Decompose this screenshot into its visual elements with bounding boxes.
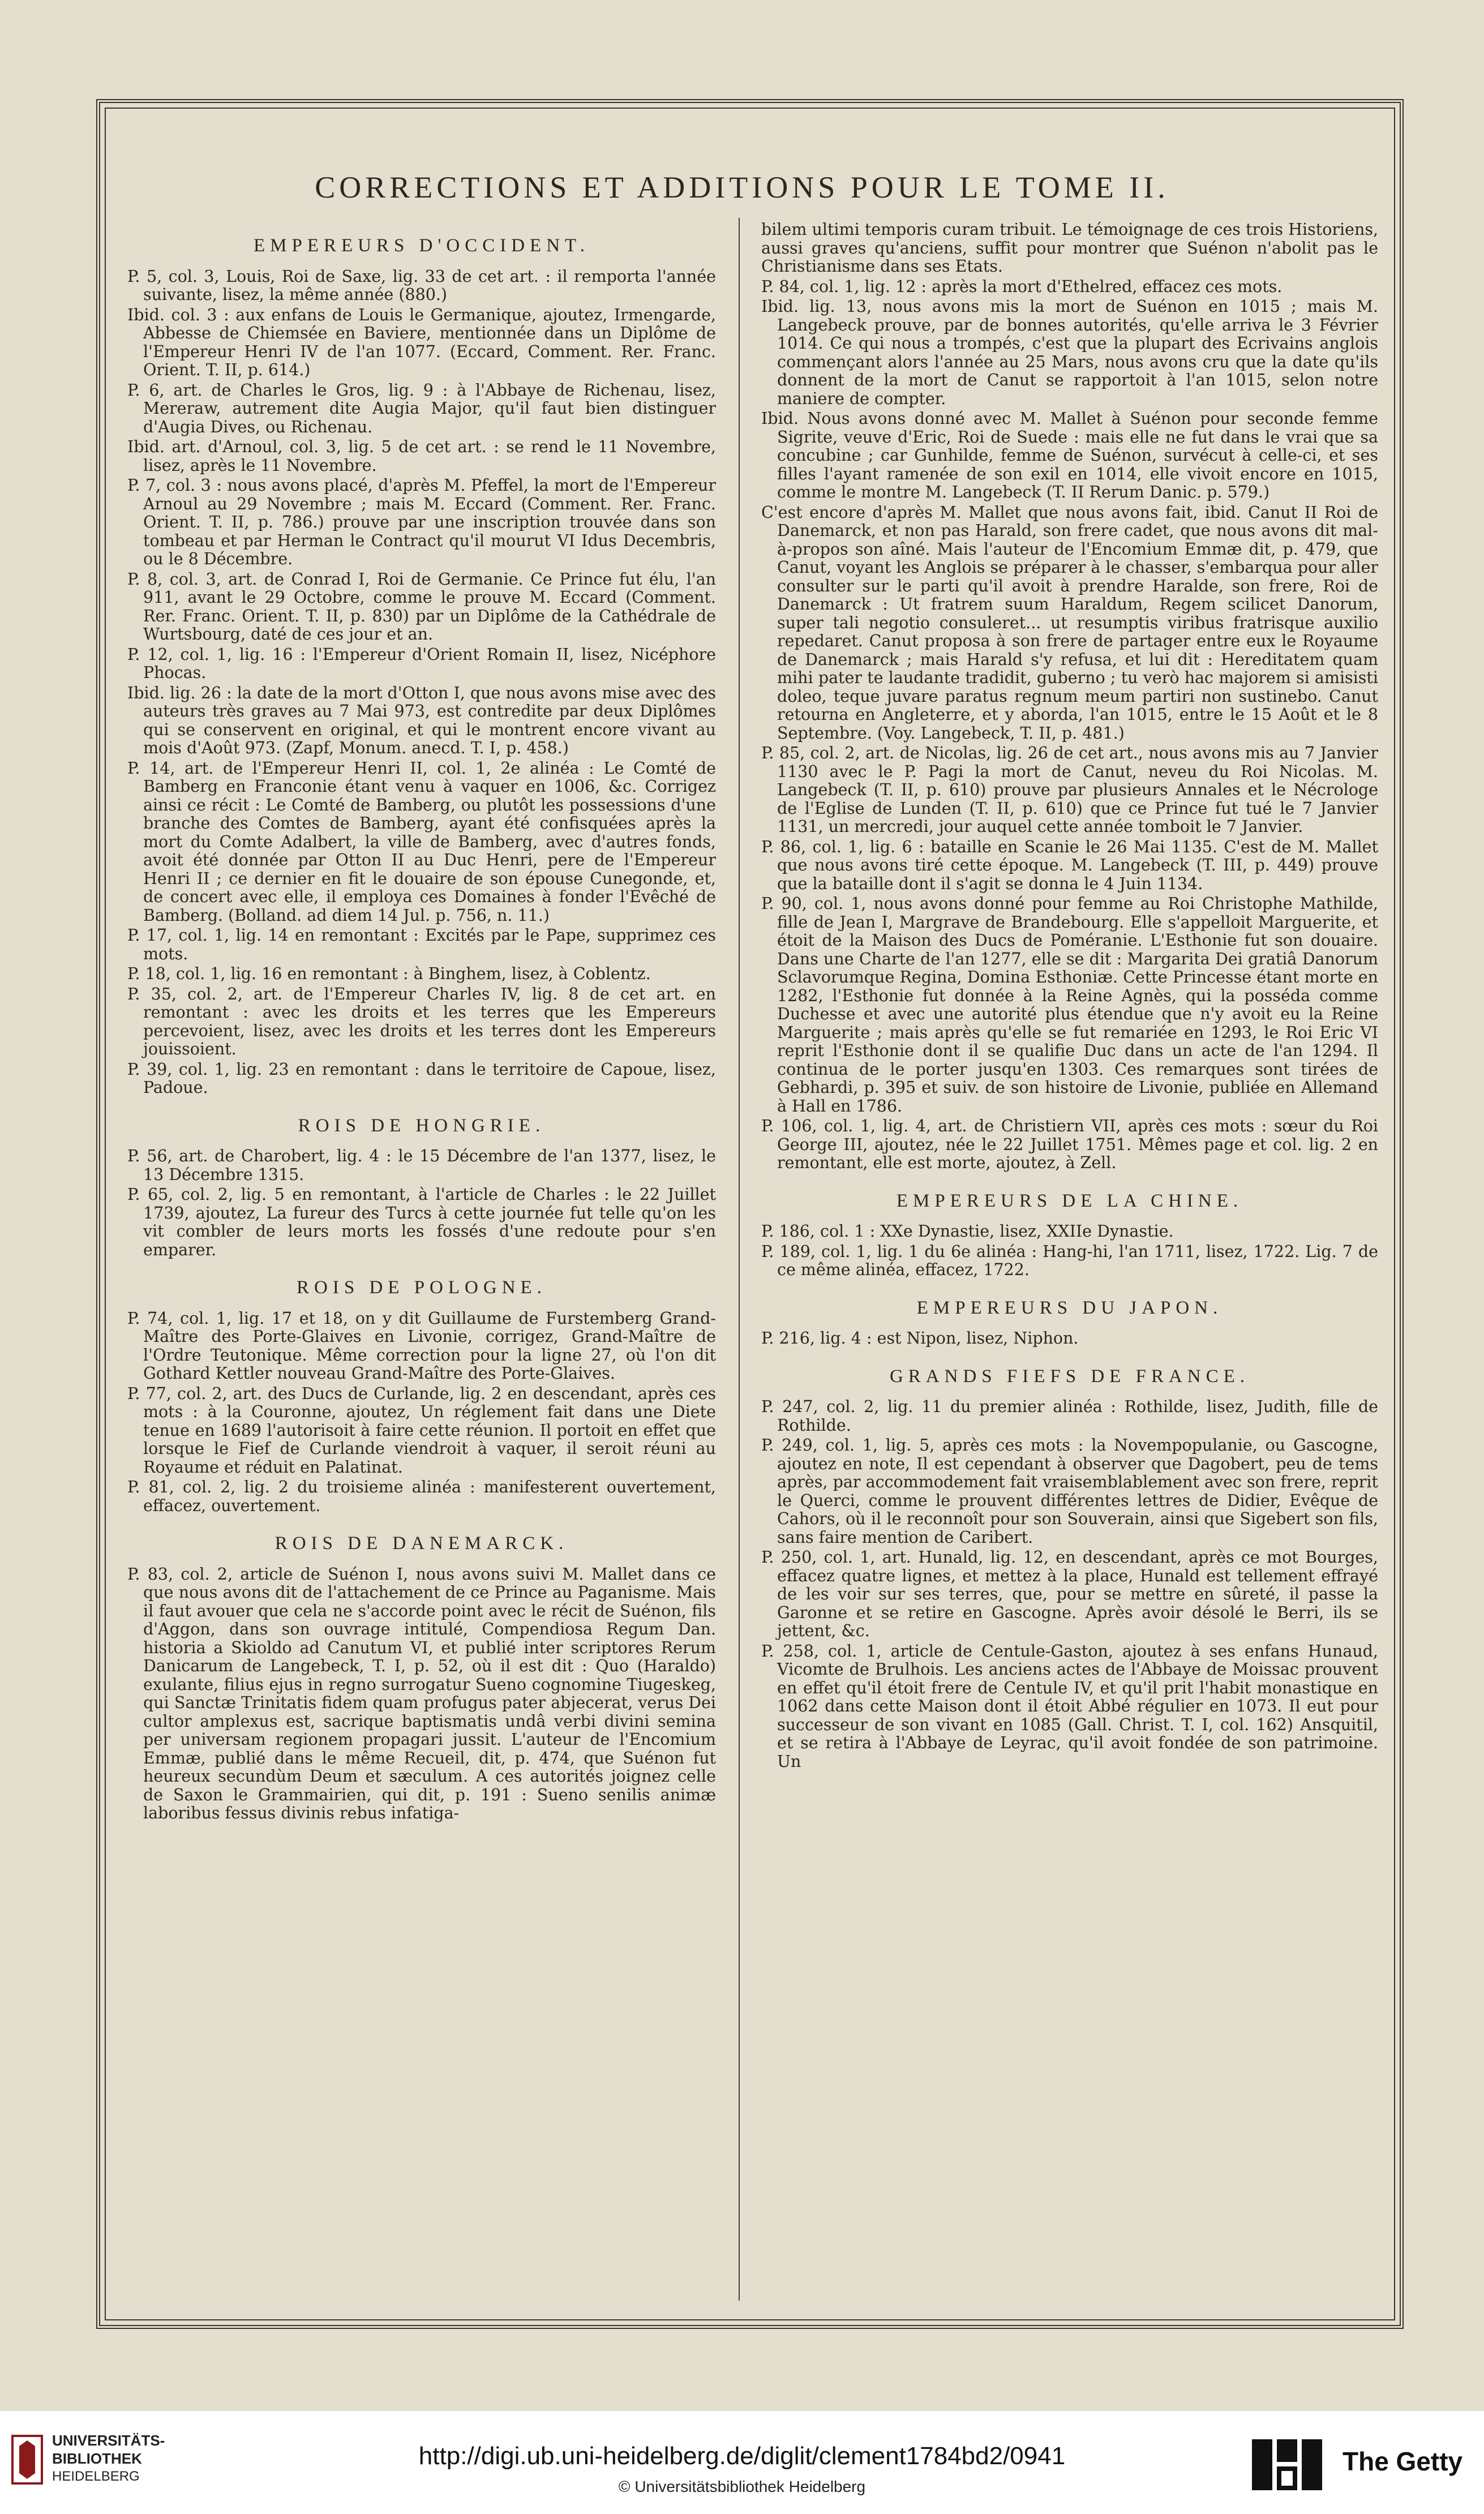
correction-entry: P. 216, lig. 4 : est Nipon, lisez, Niphon. [761, 1329, 1079, 1348]
section-heading: ROIS DE HONGRIE. [298, 1115, 546, 1136]
section-heading: EMPEREURS DE LA CHINE. [896, 1190, 1243, 1211]
viewer-footer [0, 2411, 1484, 2514]
correction-entry: P. 86, col. 1, lig. 6 : bataille en Scanie le 26 Mai 1135. C'est de M. Mallet que nous avons tiré cette époque. M. Langebeck (T. III, p. 449) prouve que la bataille dont il s'agit se donna le 4 Juin 1134. [761, 837, 1378, 893]
correction-entry: P. 249, col. 1, lig. 5, après ces mots : la Novempopulanie, ou Gascogne, ajoutez en note, Il est cependant à observer que Dagobert, peu de tems après, par accommodement fait vraisemblablement avec son frere, reprit le Querci, comme le prouvent différentes lettres de Didier, Evêque de Cahors, où il le reconnoît pour son Souverain, ainsi que Sigebert son fils, sans faire mention de Caribert. [761, 1436, 1378, 1547]
correction-entry: P. 18, col. 1, lig. 16 en remontant : à Binghem, lisez, à Coblentz. [127, 964, 651, 983]
correction-entry: P. 77, col. 2, art. des Ducs de Curlande, lig. 2 en descendant, après ces mots : à la Couronne, ajoutez, Un réglement fait dans une Diete tenue en 1689 l'autorisoit à faire cette réunion. Il portoit en effet que lorsque le Fief de Curlande viendroit à vaquer, il seroit réuni au Royaume et réduit en Palatinat. [127, 1384, 716, 1477]
correction-entry: Ibid. lig. 26 : la date de la mort d'Otton I, que nous avons mise avec des auteurs très graves au 7 Mai 973, est contredite par deux Diplômes qui se conservent en original, et qui le montrent encore vivant au mois d'Août 973. (Zapf, Monum. anecd. T. I, p. 458.) [127, 683, 716, 757]
correction-entry: Ibid. Nous avons donné avec M. Mallet à Suénon pour seconde femme Sigrite, veuve d'Eric, Roi de Suede : mais elle ne fut dans le vrai que sa concubine ; car Gunhilde, femme de Suénon, survécut à celle-ci, et ses filles l'ayant ramenée de son exil en 1014, elle vivoit encore en 1015, comme le montre M. Langebeck (T. II Rerum Danic. p. 579.) [761, 409, 1378, 501]
column-divider [739, 218, 740, 2301]
correction-entry: P. 8, col. 3, art. de Conrad I, Roi de Germanie. Ce Prince fut élu, l'an 911, avant le 29 Octobre, comme le prouve M. Eccard (Comment. Rer. Franc. Orient. T. II, p. 830) par un Diplôme de la Cathédrale de Wurtsbourg, daté de ces jour et an. [127, 569, 716, 643]
correction-entry: P. 189, col. 1, lig. 1 du 6e alinéa : Hang-hi, l'an 1711, lisez, 1722. Lig. 7 de ce même alinéa, effacez, 1722. [761, 1242, 1378, 1279]
library-name-line: BIBLIOTHEK [52, 2450, 142, 2467]
correction-entry: P. 85, col. 2, art. de Nicolas, lig. 26 de cet art., nous avons mis au 7 Janvier 1130 avec le P. Pagi la mort de Canut, neveu du Roi Nicolas. M. Langebeck (T. II, p. 610) prouve par plusieurs Annales et le Nécrologe de l'Eglise de Lunden (T. II, p. 610) que ce Prince fut tué le 7 Janvier 1131, un mercredi, jour auquel cette année tomboit le 7 Janvier. [761, 744, 1378, 836]
getty-name: The Getty [1343, 2447, 1463, 2476]
correction-entry: C'est encore d'après M. Mallet que nous avons fait, ibid. Canut II Roi de Danemarck, et non pas Harald, son frere cadet, que nous avons dit mal-à-propos son aîné. Mais l'auteur de l'Encomium Emmæ dit, p. 479, que Canut, voyant les Anglois se préparer à le chasser, s'embarqua pour aller consulter sur le parti qu'il avoit à prendre Haralde, son frere, Roi de Danemarck : Ut fratrem suum Haraldum, Regem scilicet Danorum, super tali negotio consuleret... ut resumptis viribus fratrisque auxilio repedaret. Canut proposa à son frere de partager entre eux le Royaume de Danemarck ; mais Harald s'y refusa, et lui dit : Hereditatem quam mihi pater te laudante tradidit, guberno ; tu verò hac majorem si amisisti doleo, teque juvare paratus regnum meum partiri non sustinebo. Canut retourna en Angleterre, et y aborda, l'an 1015, entre le 15 Août et le 8 Septembre. (Voy. Langebeck, T. II, p. 481.) [761, 503, 1378, 743]
correction-entry: P. 90, col. 1, nous avons donné pour femme au Roi Christophe Mathilde, fille de Jean I, Margrave de Brandebourg. Elle s'appelloit Marguerite, et étoit de la Maison des Ducs de Poméranie. L'Esthonie fut son douaire. Dans une Charte de l'an 1277, elle se dit : Margarita Dei gratiâ Danorum Sclavorumque Regina, Domina Esthoniæ. Cette Princesse étant morte en 1282, l'Esthonie fut donnée à la Reine Agnès, qui la posséda comme Duchesse et avec une autorité plus étendue que n'y avoit eu la Reine Marguerite ; mais après qu'elle se fut remariée en 1293, le Roi Eric VI reprit l'Esthonie dont il se qualifie Duc dans un acte de l'an 1294. Il continua de le porter jusqu'en 1303. Ces remarques sont tirées de Gebhardi, p. 395 et suiv. de son histoire de Livonie, publiée en Allemand à Hall en 1786. [761, 894, 1378, 1116]
section-heading: EMPEREURS D'OCCIDENT. [253, 235, 590, 256]
permalink-url[interactable]: http://digi.ub.uni-heidelberg.de/diglit/clement1784bd2/0941 [418, 2442, 1066, 2470]
copyright-notice: © Universitätsbibliothek Heidelberg [618, 2478, 866, 2495]
correction-entry: P. 186, col. 1 : XXe Dynastie, lisez, XXIIe Dynastie. [761, 1222, 1174, 1241]
section-heading: GRANDS FIEFS DE FRANCE. [889, 1366, 1250, 1387]
correction-entry: Ibid. lig. 13, nous avons mis la mort de Suénon en 1015 ; mais M. Langebeck prouve, par de bonnes autorités, qu'elle arriva le 3 Février 1014. Ce qui nous a trompés, c'est que la plupart des Ecrivains anglois commençant alors l'année au 25 Mars, nous avons cru que la date qu'ils donnent de la mort de Canut se rapportoit à l'an 1015, selon notre maniere de compter. [761, 297, 1378, 408]
left-column [127, 221, 716, 2303]
section-heading: EMPEREURS DU JAPON. [916, 1297, 1223, 1318]
right-column [761, 221, 1378, 2303]
correction-entry: P. 39, col. 1, lig. 23 en remontant : dans le territoire de Capoue, lisez, Padoue. [127, 1059, 716, 1097]
correction-entry: P. 74, col. 1, lig. 17 et 18, on y dit Guillaume de Furstemberg Grand-Maître des Porte-Glaives en Livonie, corrigez, Grand-Maître de l'Ordre Teutonique. Même correction pour la ligne 27, où l'on dit Gothard Kettler nouveau Grand-Maître des Porte-Glaives. [127, 1309, 716, 1383]
continued-text: bilem ultimi temporis curam tribuit. Le témoignage de ces trois Historiens, aussi graves qu'anciens, suffit pour montrer que Suénon n'abolit pas le Christianisme dans ses Etats. [761, 221, 1378, 276]
correction-entry: P. 81, col. 2, lig. 2 du troisieme alinéa : manifesterent ouvertement, effacez, ouvertement. [127, 1478, 716, 1515]
correction-entry: P. 247, col. 2, lig. 11 du premier alinéa : Rothilde, lisez, Judith, fille de Rothilde. [761, 1397, 1378, 1435]
correction-entry: P. 56, art. de Charobert, lig. 4 : le 15 Décembre de l'an 1377, lisez, le 13 Décembre 1315. [127, 1147, 716, 1184]
correction-entry: Ibid. art. d'Arnoul, col. 3, lig. 5 de cet art. : se rend le 11 Novembre, lisez, après le 11 Novembre. [127, 437, 716, 475]
correction-entry: Ibid. col. 3 : aux enfans de Louis le Germanique, ajoutez, Irmengarde, Abbesse de Chiemsée en Baviere, mentionnée dans un Diplôme de l'Empereur Henri IV de l'an 1077. (Eccard, Comment. Rer. Franc. Orient. T. II, p. 614.) [127, 305, 716, 379]
correction-entry: P. 5, col. 3, Louis, Roi de Saxe, lig. 33 de cet art. : il remporta l'année suivante, lisez, la même année (880.) [127, 267, 716, 304]
correction-entry: P. 7, col. 3 : nous avons placé, d'après M. Pfeffel, la mort de l'Empereur Arnoul au 29 Novembre ; mais M. Eccard (Comment. Rer. Franc. Orient. T. II, p. 786.) prouve par une inscription trouvée dans son tombeau et par Herman le Contract qu'il mourut VI Idus Decembris, ou le 8 Décembre. [127, 476, 716, 568]
library-name-line: UNIVERSITÄTS- [52, 2432, 165, 2449]
correction-entry: P. 106, col. 1, lig. 4, art. de Christiern VII, après ces mots : sœur du Roi George III, ajoutez, née le 22 Juillet 1751. Mêmes page et col. lig. 2 en remontant, elle est morte, ajoutez, à Zell. [761, 1117, 1378, 1172]
correction-entry: P. 17, col. 1, lig. 14 en remontant : Excités par le Pape, supprimez ces mots. [127, 926, 716, 963]
page-title: CORRECTIONS ET ADDITIONS POUR LE TOME II. [315, 170, 1169, 204]
correction-entry: P. 35, col. 2, art. de l'Empereur Charles IV, lig. 8 de cet art. en remontant : avec les droits et les terres que les Empereurs percevoient, lisez, avec les droits et les terres dont les Empereurs jouissoient. [127, 984, 716, 1058]
section-heading: ROIS DE POLOGNE. [297, 1277, 547, 1298]
correction-entry: P. 6, art. de Charles le Gros, lig. 9 : à l'Abbaye de Richenau, lisez, Mereraw, autrement dite Augia Major, qu'il faut bien distinguer d'Augia Dives, ou Richenau. [127, 380, 716, 436]
correction-entry: P. 258, col. 1, article de Centule-Gaston, ajoutez à ses enfans Hunaud, Vicomte de Brulhois. Les anciens actes de l'Abbaye de Moissac prouvent en effet qu'il étoit frere de Centule IV, et qu'il prit l'habit monastique en 1062 dans cette Maison dont il étoit Abbé régulier en 1073. Il eut pour successeur de son vivant en 1085 (Gall. Christ. T. I, col. 162) Ansquitil, et se retira à l'Abbaye de Leyrac, qu'il avoit fondée de son patrimoine. Un [761, 1641, 1378, 1771]
library-name-line: HEIDELBERG [52, 2469, 140, 2484]
correction-entry: P. 84, col. 1, lig. 12 : après la mort d'Ethelred, effacez ces mots. [761, 277, 1283, 296]
correction-entry: P. 250, col. 1, art. Hunald, lig. 12, en descendant, après ce mot Bourges, effacez quatre lignes, et mettez à la place, Hunald est tellement effrayé de les voir sur ses terres, que, pour se mettre en sûreté, il passe la Garonne et se retire en Gascogne. Après avoir désolé le Berri, ils se jettent, &c. [761, 1548, 1378, 1640]
correction-entry: P. 83, col. 2, article de Suénon I, nous avons suivi M. Mallet dans ce que nous avons dit de l'attachement de ce Prince au Paganisme. Mais il faut avouer que cela ne s'accorde point avec le récit de Suénon, fils d'Aggon, dans son ouvrage intitulé, Compendiosa Regum Dan. historia a Skioldo ad Canutum VI, et publié inter scriptores Rerum Danicarum de Langebeck, T. I, p. 52, où il est dit : Quo (Haraldo) exulante, filius ejus in regno surrogatur Sueno cognomine Tiugeskeg, qui Sanctæ Trinitatis fidem quam profugus pater abjecerat, verus Dei cultor amplexus est, sacrique baptismatis undâ verbi divini semina per universam regionem propagari jussit. L'auteur de l'Encomium Emmæ, publié dans le même Recueil, dit, p. 474, que Suénon fut heureux secundùm Deum et sæculum. A ces autorités joignez celle de Saxon le Grammairien, qui dit, p. 191 : Sueno senilis animæ laboribus fessus divinis rebus infatiga- [127, 1564, 716, 1822]
correction-entry: P. 65, col. 2, lig. 5 en remontant, à l'article de Charles : le 22 Juillet 1739, ajoutez, La fureur des Turcs à cette journée fut telle qu'on les vit combler de leurs morts les fossés d'une redoute pour s'en emparer. [127, 1185, 716, 1259]
getty-emblem-icon [1246, 2434, 1331, 2496]
getty-logo[interactable] [1246, 2434, 1461, 2496]
correction-entry: P. 12, col. 1, lig. 16 : l'Empereur d'Orient Romain II, lisez, Nicéphore Phocas. [127, 645, 716, 682]
correction-entry: P. 14, art. de l'Empereur Henri II, col. 1, 2e alinéa : Le Comté de Bamberg en Franconie étant venu à vaquer en 1006, &c. Corrigez ainsi ce récit : Le Comté de Bamberg, ou plutôt les possessions d'une branche des Comtes de Bamberg, ayant été confisquées après la mort du Comte Adalbert, la ville de Bamberg, avec d'autres fonds, avoit été donnée par Otton II au Duc Henri, pere de l'Empereur Henri II ; ce dernier en fit le douaire de son épouse Cunegonde, et, de concert avec elle, il employa ces Domaines à fonder l'Evêché de Bamberg. (Bolland. ad diem 14 Jul. p. 756, n. 11.) [127, 758, 716, 925]
section-heading: ROIS DE DANEMARCK. [275, 1533, 569, 1554]
